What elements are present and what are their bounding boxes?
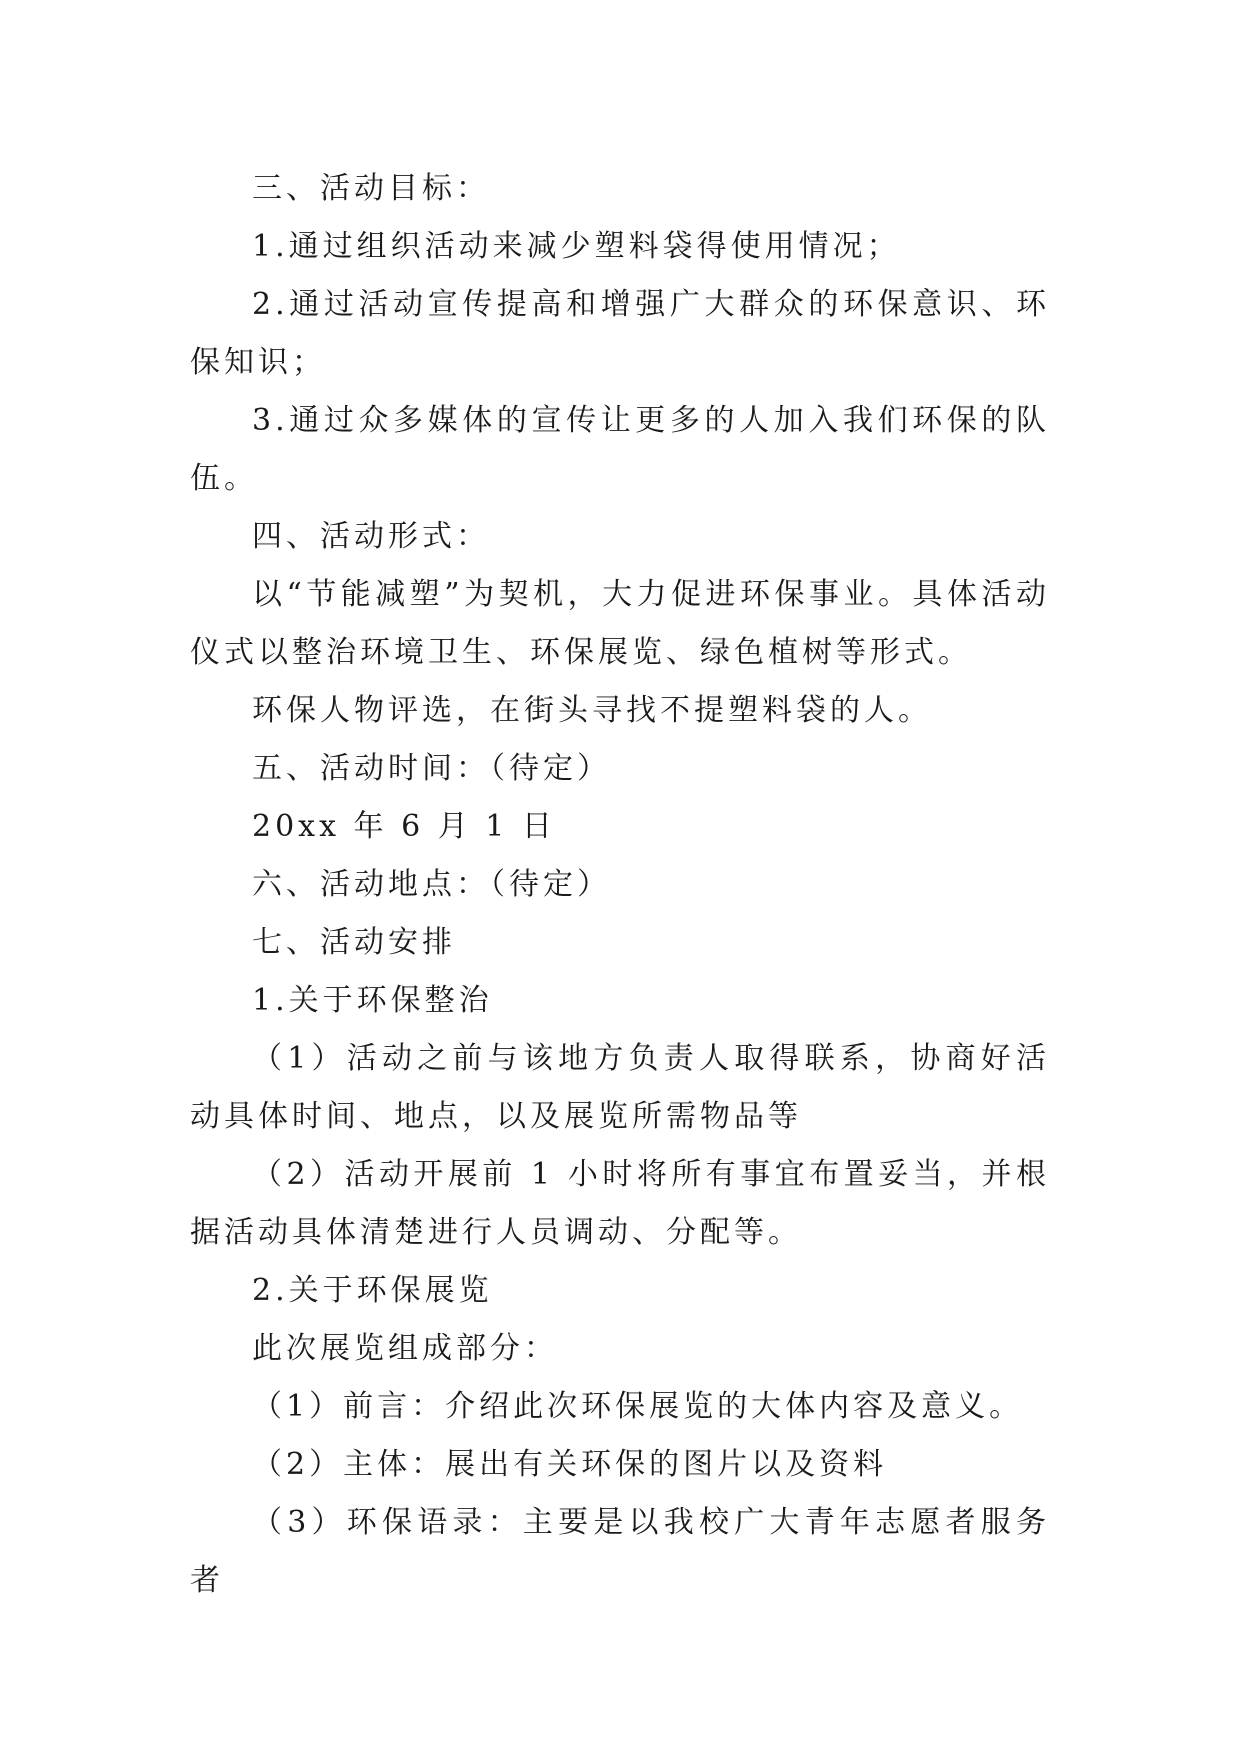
goal-item-1: 1.通过组织活动来减少塑料袋得使用情况； xyxy=(252,229,901,264)
exhibition-part-3: （3）环保语录：主要是以我校广大青年志愿者服务者 xyxy=(190,1505,1050,1598)
heading-activity-form: 四、活动形式： xyxy=(252,519,490,554)
activity-form-text: 以“节能减塑”为契机，大力促进环保事业。具体活动仪式以整治环境卫生、环保展览、绿色植树等形式。 xyxy=(190,577,1050,670)
goal-item-2: 2.通过活动宣传提高和增强广大群众的环保意识、环保知识； xyxy=(190,287,1050,380)
activity-form-selection: 环保人物评选，在街头寻找不提塑料袋的人。 xyxy=(252,693,932,728)
activity-date: 20xx 年 6 月 1 日 xyxy=(252,809,556,844)
subheading-exhibition: 2.关于环保展览 xyxy=(252,1273,493,1308)
heading-activity-arrangement: 七、活动安排 xyxy=(252,925,456,960)
heading-activity-time: 五、活动时间：（待定） xyxy=(252,751,611,786)
cleanup-step-2: （2）活动开展前 1 小时将所有事宜布置妥当，并根据活动具体清楚进行人员调动、分配等。 xyxy=(190,1157,1050,1250)
document-body xyxy=(190,160,1050,1610)
cleanup-step-1: （1）活动之前与该地方负责人取得联系，协商好活动具体时间、地点，以及展览所需物品等 xyxy=(190,1041,1050,1134)
exhibition-parts-intro: 此次展览组成部分： xyxy=(252,1331,558,1366)
subheading-cleanup: 1.关于环保整治 xyxy=(252,983,493,1018)
exhibition-part-1: （1）前言：介绍此次环保展览的大体内容及意义。 xyxy=(252,1389,1024,1424)
heading-activity-location: 六、活动地点：（待定） xyxy=(252,867,611,902)
heading-activity-goals: 三、活动目标： xyxy=(252,171,490,206)
exhibition-part-2: （2）主体：展出有关环保的图片以及资料 xyxy=(252,1447,888,1482)
goal-item-3: 3.通过众多媒体的宣传让更多的人加入我们环保的队伍。 xyxy=(190,403,1050,496)
